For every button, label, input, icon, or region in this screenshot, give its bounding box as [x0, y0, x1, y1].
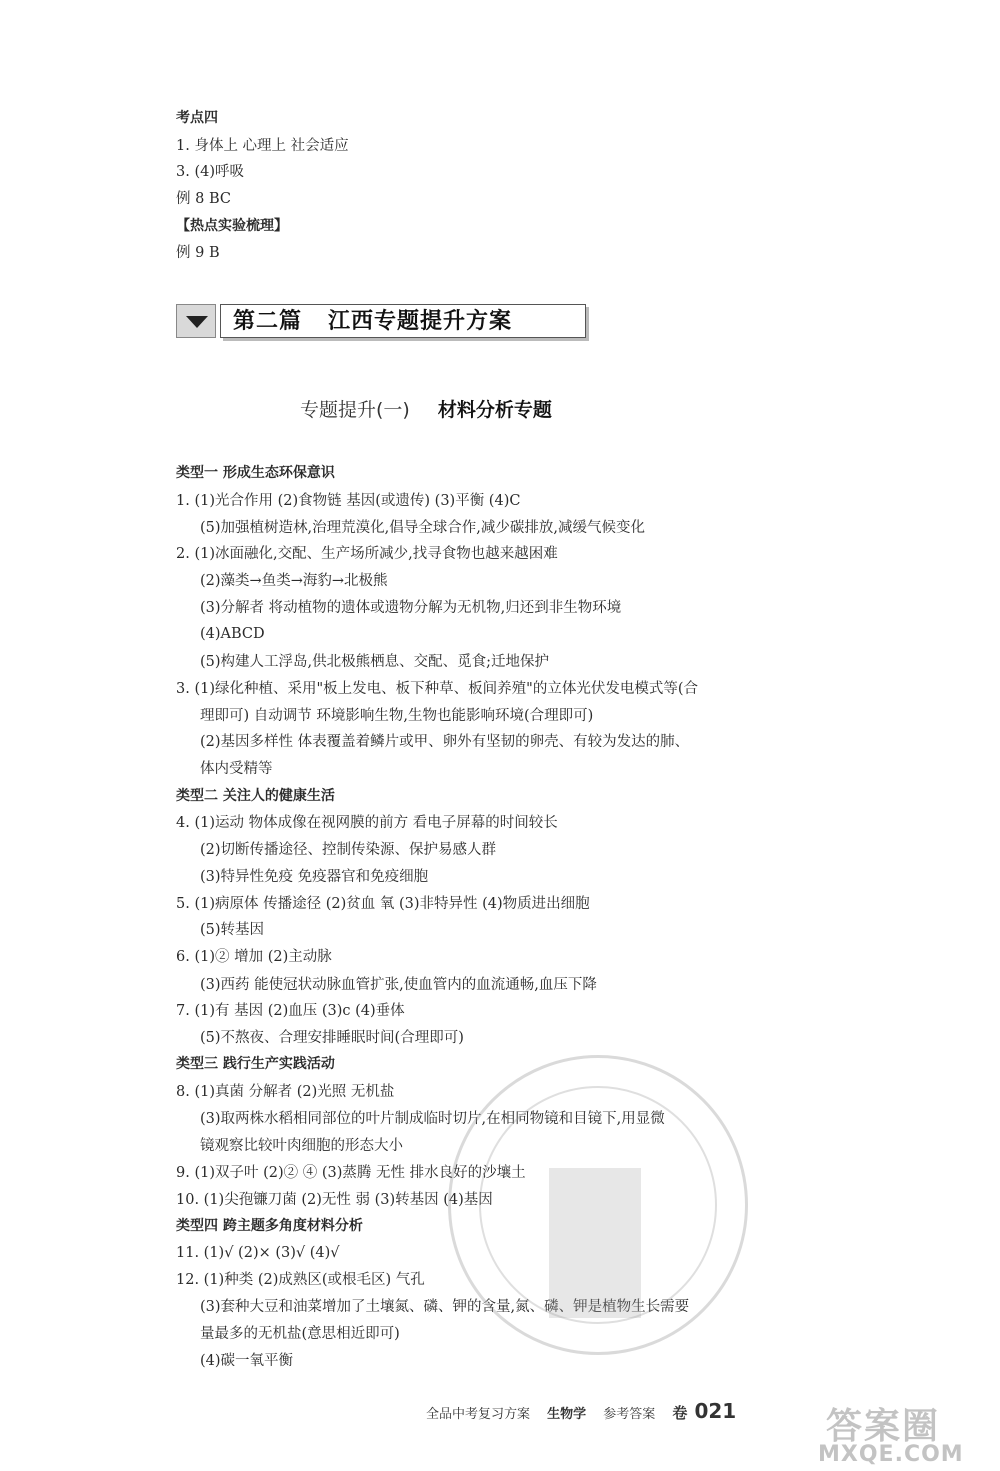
answer-line: 4. (1)运动 物体成像在视网膜的前方 看电子屏幕的时间较长: [176, 815, 558, 831]
topic-heading: [300, 397, 700, 423]
volume-label: 卷: [672, 1404, 688, 1422]
answer-line: 7. (1)有 基因 (2)血压 (3)c (4)垂体: [176, 1003, 405, 1019]
type-heading: 类型二 关注人的健康生活: [176, 788, 335, 804]
book-title: 全品中考复习方案: [426, 1407, 531, 1422]
answer-line: 1. 身体上 心理上 社会适应: [176, 138, 349, 154]
type-heading: 类型四 跨主题多角度材料分析: [176, 1218, 363, 1234]
answer-line: 例 8 BC: [176, 191, 231, 207]
answer-line: 3. (1)绿化种植、采用"板上发电、板下种草、板间养殖"的立体光伏发电模式等(合: [176, 681, 698, 697]
answer-line: (5)不熬夜、合理安排睡眠时间(合理即可): [200, 1030, 464, 1046]
answer-line: 理即可) 自动调节 环境影响生物,生物也能影响环境(合理即可): [200, 708, 594, 724]
answer-line: (5)构建人工浮岛,供北极熊栖息、交配、觅食;迁地保护: [200, 654, 550, 670]
answer-line: 11. (1)√ (2)× (3)√ (4)√: [176, 1245, 340, 1261]
watermark-url: MXQE.COM: [818, 1442, 964, 1467]
section-heading: 考点四: [176, 110, 218, 126]
type-heading: 类型三 践行生产实践活动: [176, 1056, 335, 1072]
answer-line: 9. (1)双子叶 (2)② ④ (3)蒸腾 无性 排水良好的沙壤土: [176, 1165, 526, 1181]
answer-line: 2. (1)冰面融化,交配、生产场所减少,找寻食物也越来越困难: [176, 546, 558, 562]
subject-label: 生物学: [547, 1407, 587, 1422]
answer-line: 镜观察比较叶肉细胞的形态大小: [200, 1138, 403, 1154]
answer-line: (3)西药 能使冠状动脉血管扩张,使血管内的血流通畅,血压下降: [200, 977, 597, 993]
answer-line: 体内受精等: [200, 761, 273, 777]
answer-line: 例 9 B: [176, 245, 220, 261]
answer-line: (5)转基因: [200, 922, 265, 938]
answer-line: 8. (1)真菌 分解者 (2)光照 无机盐: [176, 1084, 395, 1100]
answer-line: 5. (1)病原体 传播途径 (2)贫血 氧 (3)非特异性 (4)物质进出细胞: [176, 896, 590, 912]
answer-line: (4)ABCD: [200, 626, 265, 642]
topic-number: 专题提升(一): [300, 399, 410, 421]
site-watermark: [818, 1398, 998, 1470]
watermark-logo-text: 答案圈: [826, 1406, 941, 1447]
answer-line: (2)切断传播途径、控制传染源、保护易感人群: [200, 842, 497, 858]
banner-arrow-box: [176, 304, 216, 338]
answer-label: 参考答案: [603, 1407, 656, 1422]
answer-line: 3. (4)呼吸: [176, 164, 244, 180]
answer-line: 10. (1)尖孢镰刀菌 (2)无性 弱 (3)转基因 (4)基因: [176, 1192, 493, 1208]
answer-line: 6. (1)② 增加 (2)主动脉: [176, 949, 332, 965]
answer-line: 量最多的无机盐(意思相近即可): [200, 1326, 400, 1342]
page-number: 021: [694, 1399, 737, 1423]
type-heading: 类型一 形成生态环保意识: [176, 465, 335, 481]
topic-title: 材料分析专题: [437, 399, 552, 421]
answer-line: (3)特异性免疫 免疫器官和免疫细胞: [200, 869, 429, 885]
answer-line: (3)取两株水稻相同部位的叶片制成临时切片,在相同物镜和目镜下,用显微: [200, 1111, 665, 1127]
answer-line: (4)碳一氧平衡: [200, 1353, 294, 1369]
answer-line: (2)基因多样性 体表覆盖着鳞片或甲、卵外有坚韧的卵壳、有较为发达的肺、: [200, 734, 690, 750]
section-subheading: 【热点实验梳理】: [176, 218, 288, 234]
stamp-logo: [549, 1168, 641, 1318]
page-footer: [426, 1399, 736, 1423]
answer-line: (3)分解者 将动植物的遗体或遗物分解为无机物,归还到非生物环境: [200, 600, 622, 616]
answer-line: 12. (1)种类 (2)成熟区(或根毛区) 气孔: [176, 1272, 425, 1288]
answer-line: (3)套种大豆和油菜增加了土壤氮、磷、钾的含量,氮、磷、钾是植物生长需要: [200, 1299, 690, 1315]
chapter-banner: [176, 304, 586, 338]
chapter-title: 第二篇 江西专题提升方案: [233, 309, 512, 334]
answer-line: 1. (1)光合作用 (2)食物链 基因(或遗传) (3)平衡 (4)C: [176, 493, 521, 509]
answer-line: (5)加强植树造林,治理荒漠化,倡导全球合作,减少碳排放,减缓气候变化: [200, 520, 645, 536]
banner-title-box: [220, 304, 586, 338]
answer-line: (2)藻类→鱼类→海豹→北极熊: [200, 573, 388, 589]
down-arrow-icon: [186, 316, 208, 328]
